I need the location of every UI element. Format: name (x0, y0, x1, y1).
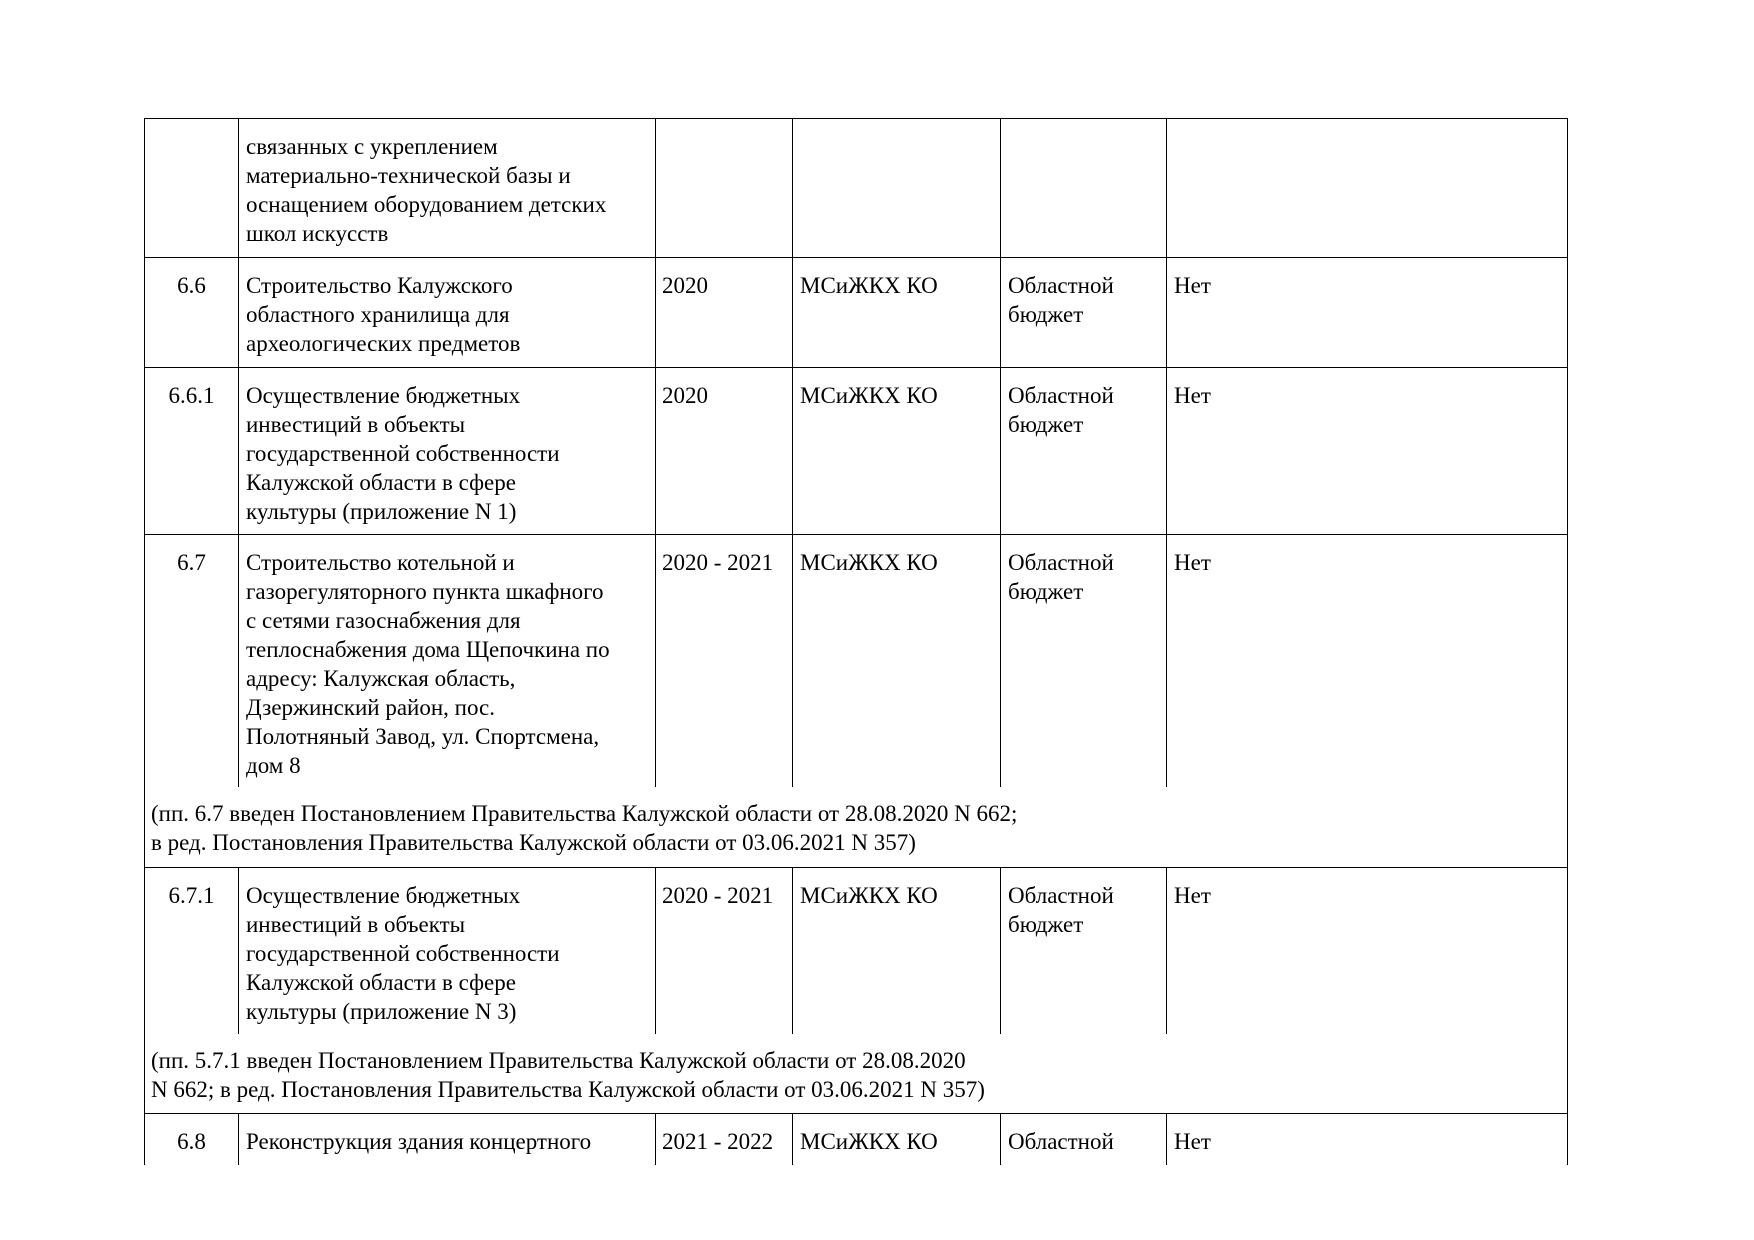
table-row-period: 2020 - 2021 (662, 883, 774, 908)
rule-col (1000, 118, 1001, 787)
rule-col (792, 118, 793, 787)
rule-top (144, 118, 1568, 119)
table-row-financing: Нет (1174, 383, 1211, 408)
table-row-name: Осуществление бюджетных инвестиций в объекты государственной собственности Калужской области в сфере культуры (приложение N 1) (246, 383, 560, 524)
rule-col (1000, 867, 1001, 1034)
rule-col (238, 118, 239, 787)
table-row-period: 2021 - 2022 (662, 1129, 774, 1154)
table-row-number: 6.7.1 (168, 883, 215, 908)
rule-col (238, 867, 239, 1034)
rule (144, 867, 1568, 868)
table-row-number: 6.8 (177, 1129, 206, 1154)
rule-col (655, 867, 656, 1034)
rule-col (655, 118, 656, 787)
table-row-period: 2020 - 2021 (662, 550, 774, 575)
rule (144, 534, 1568, 535)
rule (144, 1113, 1568, 1114)
table-row-name: Строительство котельной и газорегуляторного пункта шкафного с сетями газоснабжения для теплоснабжения дома Щепочкина по адресу: Калужская область, Дзержинский район, пос. Полотняный Завод, ул. Спортсмена, дом 8 (246, 550, 610, 778)
table-row-financing: Нет (1174, 1129, 1211, 1154)
table-row-name: связанных с укреплением материально-технической базы и оснащением оборудованием детских школ искусств (246, 134, 607, 246)
amendment-note: (пп. 5.7.1 введен Постановлением Правительства Калужской области от 28.08.2020 N 662; в ред. Постановления Правительства Калужской области от 03.06.2021 N 357) (151, 1048, 985, 1102)
table-row-source: Областной бюджет (1008, 383, 1114, 437)
rule-col (1000, 1113, 1001, 1165)
table-row-executor: МСиЖКХ КО (800, 550, 938, 575)
table-row-period: 2020 (662, 273, 708, 298)
table-row-financing: Нет (1174, 883, 1211, 908)
table-row-period: 2020 (662, 383, 708, 408)
rule-col (655, 1113, 656, 1165)
rule-col (238, 1113, 239, 1165)
table-row-executor: МСиЖКХ КО (800, 1129, 938, 1154)
table-row-number: 6.6 (177, 273, 206, 298)
table-row-number: 6.6.1 (168, 383, 215, 408)
table-row-source: Областной (1008, 1129, 1114, 1154)
rule (144, 257, 1568, 258)
table-row-source: Областной бюджет (1008, 273, 1114, 327)
table-row-financing: Нет (1174, 273, 1211, 298)
table-row-number: 6.7 (177, 550, 206, 575)
table-row-executor: МСиЖКХ КО (800, 273, 938, 298)
rule-col (792, 1113, 793, 1165)
table-row-executor: МСиЖКХ КО (800, 383, 938, 408)
table-row-executor: МСиЖКХ КО (800, 883, 938, 908)
rule-col (792, 867, 793, 1034)
rule-col (1166, 867, 1167, 1034)
table-row-financing: Нет (1174, 550, 1211, 575)
rule-col (1166, 118, 1167, 787)
amendment-note: (пп. 6.7 введен Постановлением Правительства Калужской области от 28.08.2020 N 662; в ред. Постановления Правительства Калужской области от 03.06.2021 N 357) (151, 801, 1018, 855)
table-row-name: Осуществление бюджетных инвестиций в объекты государственной собственности Калужской области в сфере культуры (приложение N 3) (246, 883, 560, 1024)
table-row-source: Областной бюджет (1008, 883, 1114, 937)
rule-right (1567, 118, 1568, 1165)
table-row-name: Строительство Калужского областного хранилища для археологических предметов (246, 273, 521, 356)
table-row-name: Реконструкция здания концертного (246, 1129, 592, 1154)
table-row-source: Областной бюджет (1008, 550, 1114, 604)
rule-col (1166, 1113, 1167, 1165)
rule (144, 367, 1568, 368)
